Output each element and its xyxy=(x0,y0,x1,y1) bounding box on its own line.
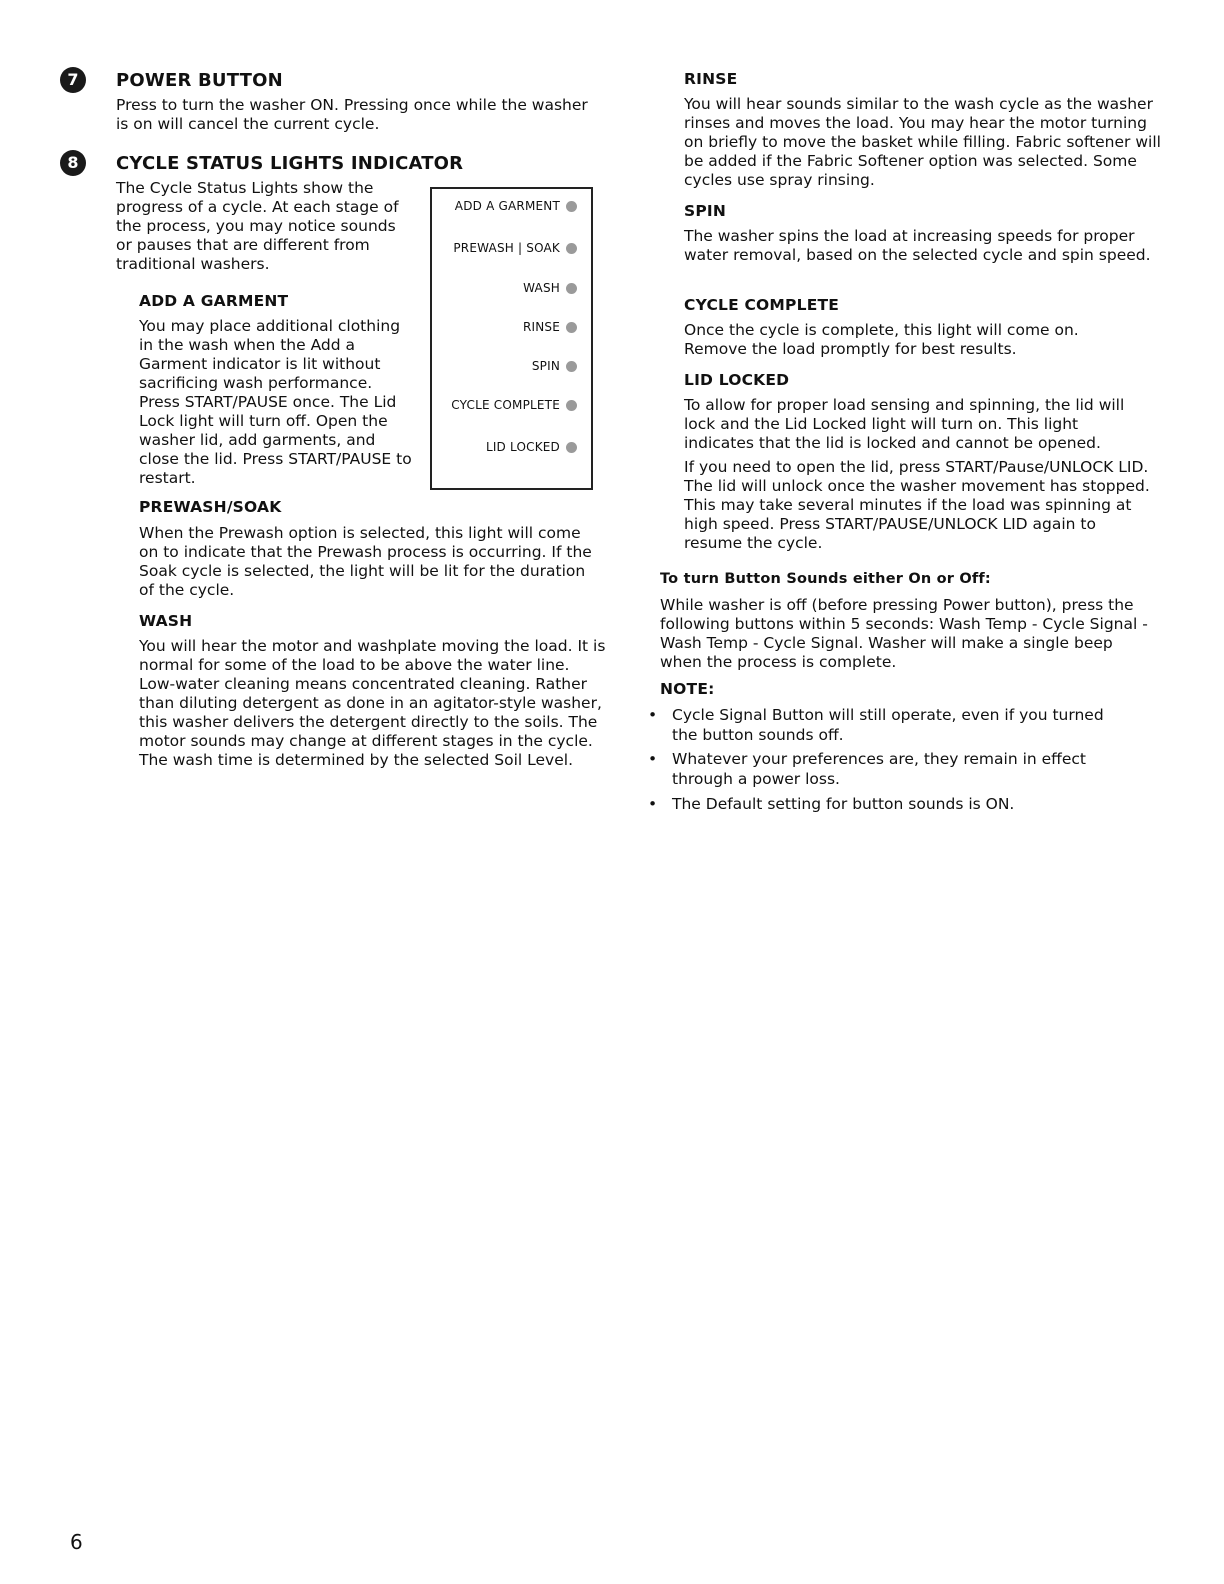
prewash-title: PREWASH/SOAK xyxy=(139,498,282,516)
light-label: LID LOCKED xyxy=(485,440,560,454)
wash-title: WASH xyxy=(139,612,193,630)
note-title: NOTE: xyxy=(660,680,715,698)
bullet-icon: • xyxy=(648,795,658,813)
light-label: SPIN xyxy=(531,359,560,373)
light-lid-locked xyxy=(486,440,577,454)
note-bullet-text: Cycle Signal Button will still operate, even if you turned the button sounds off. xyxy=(672,706,1104,744)
prewash-text: When the Prewash option is selected, this light will come on to indicate that the Prewash process is occurring. If the Soak cycle is selected, the light will be lit for the duration of the cycle. xyxy=(139,524,592,599)
lid-locked-text-1: To allow for proper load sensing and spinning, the lid will lock and the Lid Locked light will turn on. This light indicates that the lid is locked and cannot be opened. xyxy=(684,396,1125,452)
note-bullet-text: Whatever your preferences are, they remain in effect through a power loss. xyxy=(672,750,1086,788)
spin-text: The washer spins the load at increasing speeds for proper water removal, based on the selected cycle and spin speed. xyxy=(684,227,1151,264)
indicator-dot-icon xyxy=(566,442,577,453)
cycle-complete-text: Once the cycle is complete, this light will come on. Remove the load promptly for best results. xyxy=(684,321,1079,358)
rinse-title: RINSE xyxy=(684,70,738,88)
cycle-status-heading xyxy=(60,150,463,176)
lid-locked-text-2: If you need to open the lid, press START/Pause/UNLOCK LID. The lid will unlock once the washer movement has stopped. This may take several minutes if the load was spinning at high speed. Press START/PAUSE/UNLOCK LID again to resume the cycle. xyxy=(684,458,1150,552)
light-rinse xyxy=(523,320,577,334)
cycle-status-title: CYCLE STATUS LIGHTS INDICATOR xyxy=(116,152,464,174)
light-cycle-complete xyxy=(451,398,577,412)
lid-locked-title: LID LOCKED xyxy=(684,371,790,389)
note-bullet-3 xyxy=(648,794,1132,814)
add-garment-title: ADD A GARMENT xyxy=(139,292,289,310)
light-label: WASH xyxy=(523,281,560,295)
note-bullet-1 xyxy=(648,705,1132,745)
button-sounds-text: While washer is off (before pressing Power button), press the following buttons within 5 seconds: Wash Temp - Cycle Signal - Wash Temp - Cycle Signal. Washer will make a single beep when the process is complete. xyxy=(660,596,1148,671)
power-button-heading xyxy=(60,67,283,93)
indicator-dot-icon xyxy=(566,400,577,411)
indicator-dot-icon xyxy=(566,283,577,294)
section-number-8: 8 xyxy=(60,150,86,176)
spin-title: SPIN xyxy=(684,202,727,220)
light-label: PREWASH | SOAK xyxy=(453,241,560,255)
page-number: 6 xyxy=(70,1530,83,1554)
light-wash xyxy=(523,281,577,295)
cycle-status-lights-panel xyxy=(430,187,593,490)
wash-text: You will hear the motor and washplate moving the load. It is normal for some of the load to be above the water line. Low-water cleaning means concentrated cleaning. Rather than diluting detergent as done in an agitator-style washer, this washer delivers the detergent directly to the soils. The motor sounds may change at different stages in the cycle. The wash time is determined by the selected Soil Level. xyxy=(139,637,606,769)
section-number-7: 7 xyxy=(60,67,86,93)
note-bullet-2 xyxy=(648,749,1132,789)
indicator-dot-icon xyxy=(566,361,577,372)
indicator-dot-icon xyxy=(566,243,577,254)
light-prewash-soak xyxy=(453,241,577,255)
note-bullet-text: The Default setting for button sounds is ON. xyxy=(672,795,1015,813)
rinse-text: You will hear sounds similar to the wash cycle as the washer rinses and moves the load. You may hear the motor turning on briefly to move the basket while filling. Fabric softener will be added if the Fabric Softener option was selected. Some cycles use spray rinsing. xyxy=(684,95,1161,189)
indicator-dot-icon xyxy=(566,322,577,333)
light-label: ADD A GARMENT xyxy=(454,199,560,213)
power-button-title: POWER BUTTON xyxy=(116,69,283,91)
bullet-icon: • xyxy=(648,706,658,724)
light-add-garment xyxy=(455,199,577,213)
cycle-complete-title: CYCLE COMPLETE xyxy=(684,296,840,314)
add-garment-text: You may place additional clothing in the wash when the Add a Garment indicator is lit without sacrificing wash performance. Press START/PAUSE once. The Lid Lock light will turn off. Open the washer lid, add garments, and close the lid. Press START/PAUSE to restart. xyxy=(139,317,412,487)
cycle-status-intro: The Cycle Status Lights show the progress of a cycle. At each stage of the process, you may notice sounds or pauses that are different from traditional washers. xyxy=(116,179,399,273)
light-spin xyxy=(532,359,577,373)
bullet-icon: • xyxy=(648,750,658,768)
indicator-dot-icon xyxy=(566,201,577,212)
light-label: CYCLE COMPLETE xyxy=(451,398,560,412)
light-label: RINSE xyxy=(522,320,560,334)
power-button-text: Press to turn the washer ON. Pressing once while the washer is on will cancel the current cycle. xyxy=(116,96,588,133)
button-sounds-title: To turn Button Sounds either On or Off: xyxy=(660,571,991,587)
